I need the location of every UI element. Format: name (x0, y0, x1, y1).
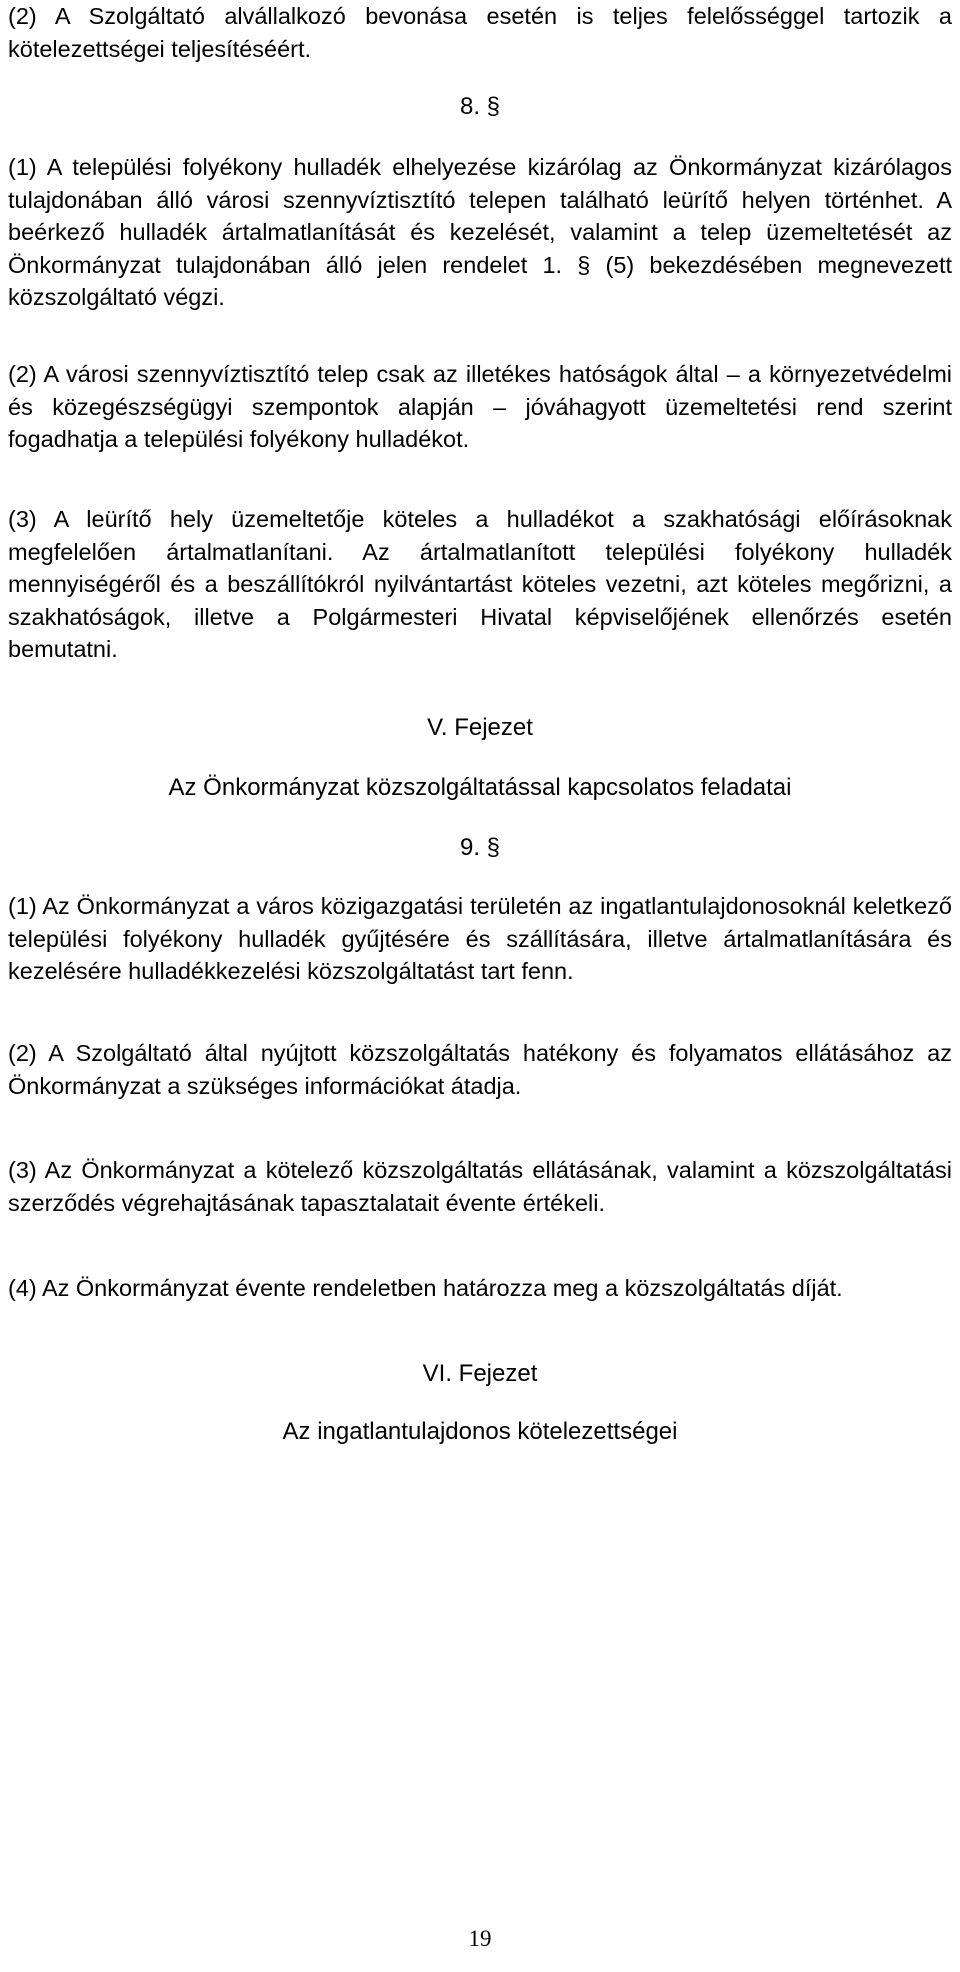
paragraph-9-1: (1) Az Önkormányzat a város közigazgatási területén az ingatlantulajdonosoknál keletkező települési folyékony hulladék gyűjtésére és szállítására, illetve ártalmatlanítására és kezelésére hulladékkezelési közszolgáltatást tart fenn. (8, 893, 952, 984)
paragraph-9-4: (4) Az Önkormányzat évente rendeletben határozza meg a közszolgáltatás díját. (8, 1275, 843, 1301)
paragraph-9-2: (2) A Szolgáltató által nyújtott közszolgáltatás hatékony és folyamatos ellátásához az Önkormányzat a szükséges információkat átadja. (8, 1040, 952, 1099)
chapter-6-heading: VI. Fejezet (422, 1360, 538, 1387)
paragraph-8a-3: (3) A leürítő hely üzemeltetője köteles a hulladékot a szakhatósági előírásoknak megfelelően ártalmatlanítani. Az ártalmatlanított települési folyékony hulladék mennyiségéről és a beszállítókról nyilvántartást köteles vezetni, azt köteles megőrizni, a szakhatóságok, illetve a Polgármesteri Hivatal képviselőjének ellenőrzés esetén bemutatni. (8, 506, 952, 662)
section-9-heading: 9. § (459, 834, 501, 861)
paragraph-9-3: (3) Az Önkormányzat a kötelező közszolgáltatás ellátásának, valamint a közszolgáltatási szerződés végrehajtásának tapasztalatait évente értékeli. (8, 1157, 952, 1216)
chapter-5-title: Az Önkormányzat közszolgáltatással kapcsolatos feladatai (168, 774, 792, 801)
paragraph-8a-1: (1) A települési folyékony hulladék elhelyezése kizárólag az Önkormányzat kizárólagos tulajdonában álló városi szennyvíztisztító telepen található leürítő helyen történhet. A beérkező hulladék ártalmatlanítását és kezelését, valamint a telep üzemeltetését az Önkormányzat tulajdonában álló jelen rendelet 1. § (5) bekezdésében megnevezett közszolgáltató végzi. (8, 154, 952, 310)
section-8-heading: 8. § (459, 93, 501, 120)
paragraph-8-2: (2) A Szolgáltató alvállalkozó bevonása esetén is teljes felelősséggel tartozik a kötelezettségei teljesítéséért. (8, 3, 952, 62)
chapter-5-heading: V. Fejezet (427, 714, 533, 741)
chapter-6-title: Az ingatlantulajdonos kötelezettségei (282, 1418, 678, 1445)
page-number: 19 (468, 1926, 492, 1951)
paragraph-8a-2: (2) A városi szennyvíztisztító telep csak az illetékes hatóságok által – a környezetvédelmi és közegészségügyi szempontok alapján – jóváhagyott üzemeltetési rend szerint fogadhatja a települési folyékony hulladékot. (8, 361, 952, 452)
